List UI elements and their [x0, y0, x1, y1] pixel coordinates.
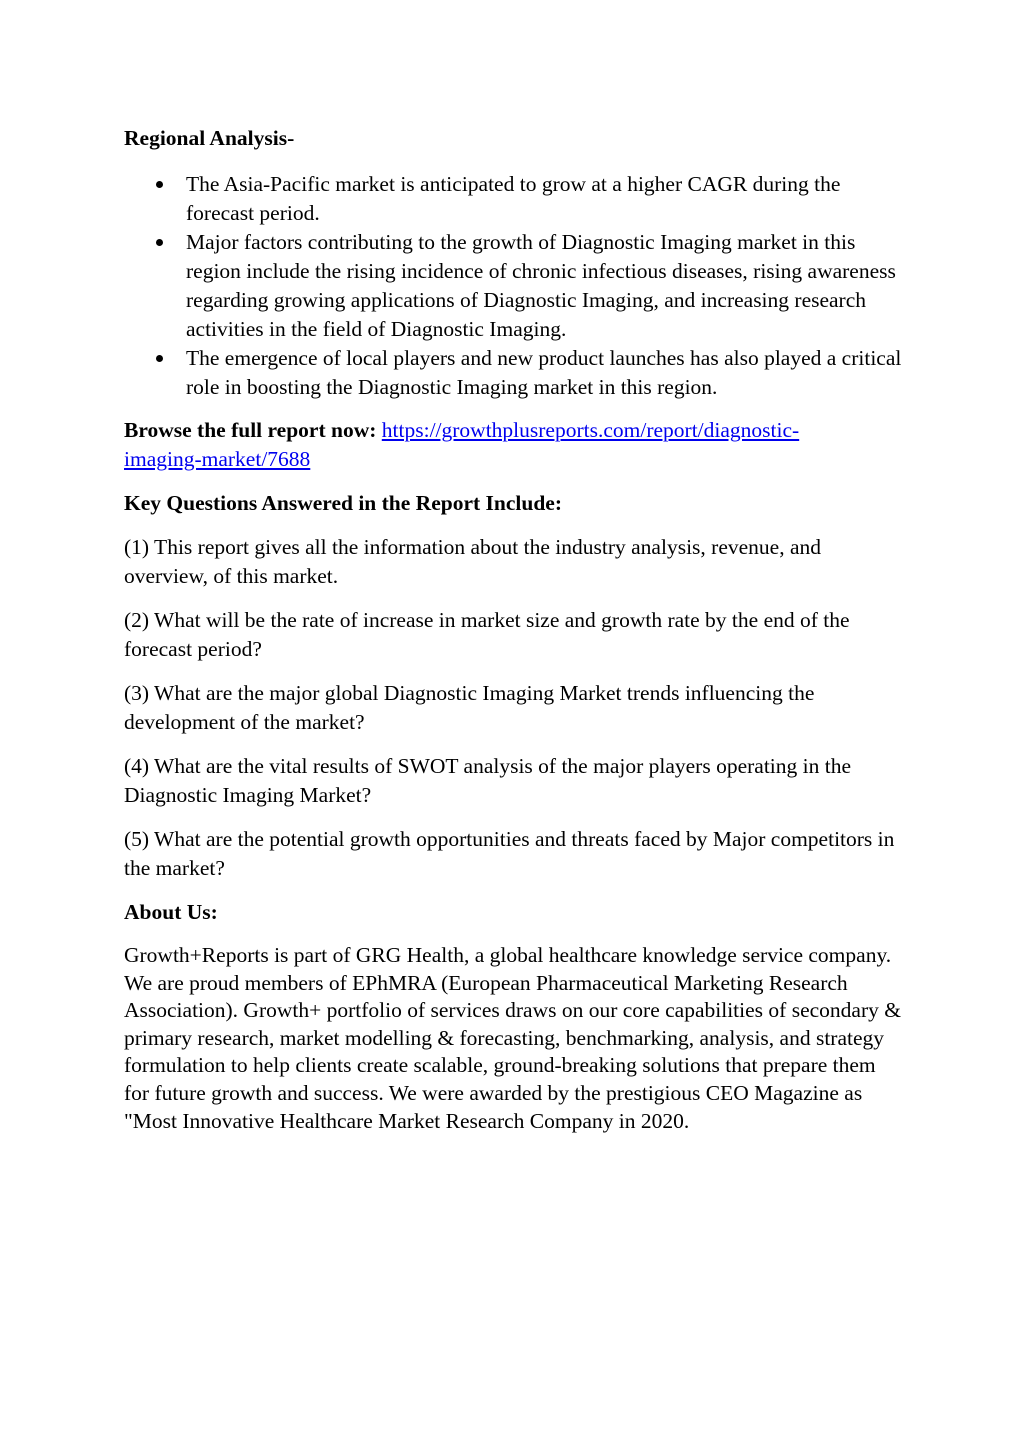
key-question-item: (3) What are the major global Diagnostic Imaging Market trends influencing the development of the market?: [124, 681, 815, 734]
browse-report-line: [124, 416, 904, 474]
list-item: [124, 228, 904, 344]
list-item: [124, 344, 904, 402]
bullet-text: The Asia-Pacific market is anticipated to grow at a higher CAGR during the forecast period.: [186, 172, 841, 225]
key-question-item: (1) This report gives all the information about the industry analysis, revenue, and overview, of this market.: [124, 535, 821, 588]
browse-label: Browse the full report now:: [124, 418, 377, 442]
bullet-text: The emergence of local players and new product launches has also played a critical role in boosting the Diagnostic Imaging market in this region.: [186, 346, 902, 399]
about-us-text: Growth+Reports is part of GRG Health, a global healthcare knowledge service company. We are proud members of EPhMRA (European Pharmaceutical Marketing Research Association). Growth+ portfolio of services draws on our core capabilities of secondary & primary research, market modelling & forecasting, benchmarking, analysis, and strategy formulation to help clients create scalable, ground-breaking solutions that prepare them for future growth and success. We were awarded by the prestigious CEO Magazine as "Most Innovative Healthcare Market Research Company in 2020.: [124, 943, 901, 1133]
regional-analysis-heading: Regional Analysis-: [124, 126, 295, 150]
report-link-part-1[interactable]: https://growthplusreports.com/report/diagnostic-: [381, 418, 800, 442]
key-questions-heading: Key Questions Answered in the Report Include:: [124, 491, 562, 515]
bullet-icon: [156, 181, 163, 188]
key-question-item: (2) What will be the rate of increase in market size and growth rate by the end of the forecast period?: [124, 608, 850, 661]
bullet-text: Major factors contributing to the growth of Diagnostic Imaging market in this region include the rising incidence of chronic infectious diseases, rising awareness regarding growing applications of Diagnostic Imaging, and increasing research activities in the field of Diagnostic Imaging.: [186, 230, 896, 341]
key-question-item: (5) What are the potential growth opportunities and threats faced by Major competitors in the market?: [124, 827, 895, 880]
key-question-item: (4) What are the vital results of SWOT analysis of the major players operating in the Diagnostic Imaging Market?: [124, 754, 852, 807]
bullet-icon: [156, 355, 163, 362]
document-page: [124, 124, 904, 1135]
regional-bullet-list: [124, 170, 904, 402]
bullet-icon: [156, 239, 163, 246]
report-link-part-2[interactable]: imaging-market/7688: [124, 447, 311, 471]
about-us-heading: About Us:: [124, 900, 218, 924]
list-item: [124, 170, 904, 228]
